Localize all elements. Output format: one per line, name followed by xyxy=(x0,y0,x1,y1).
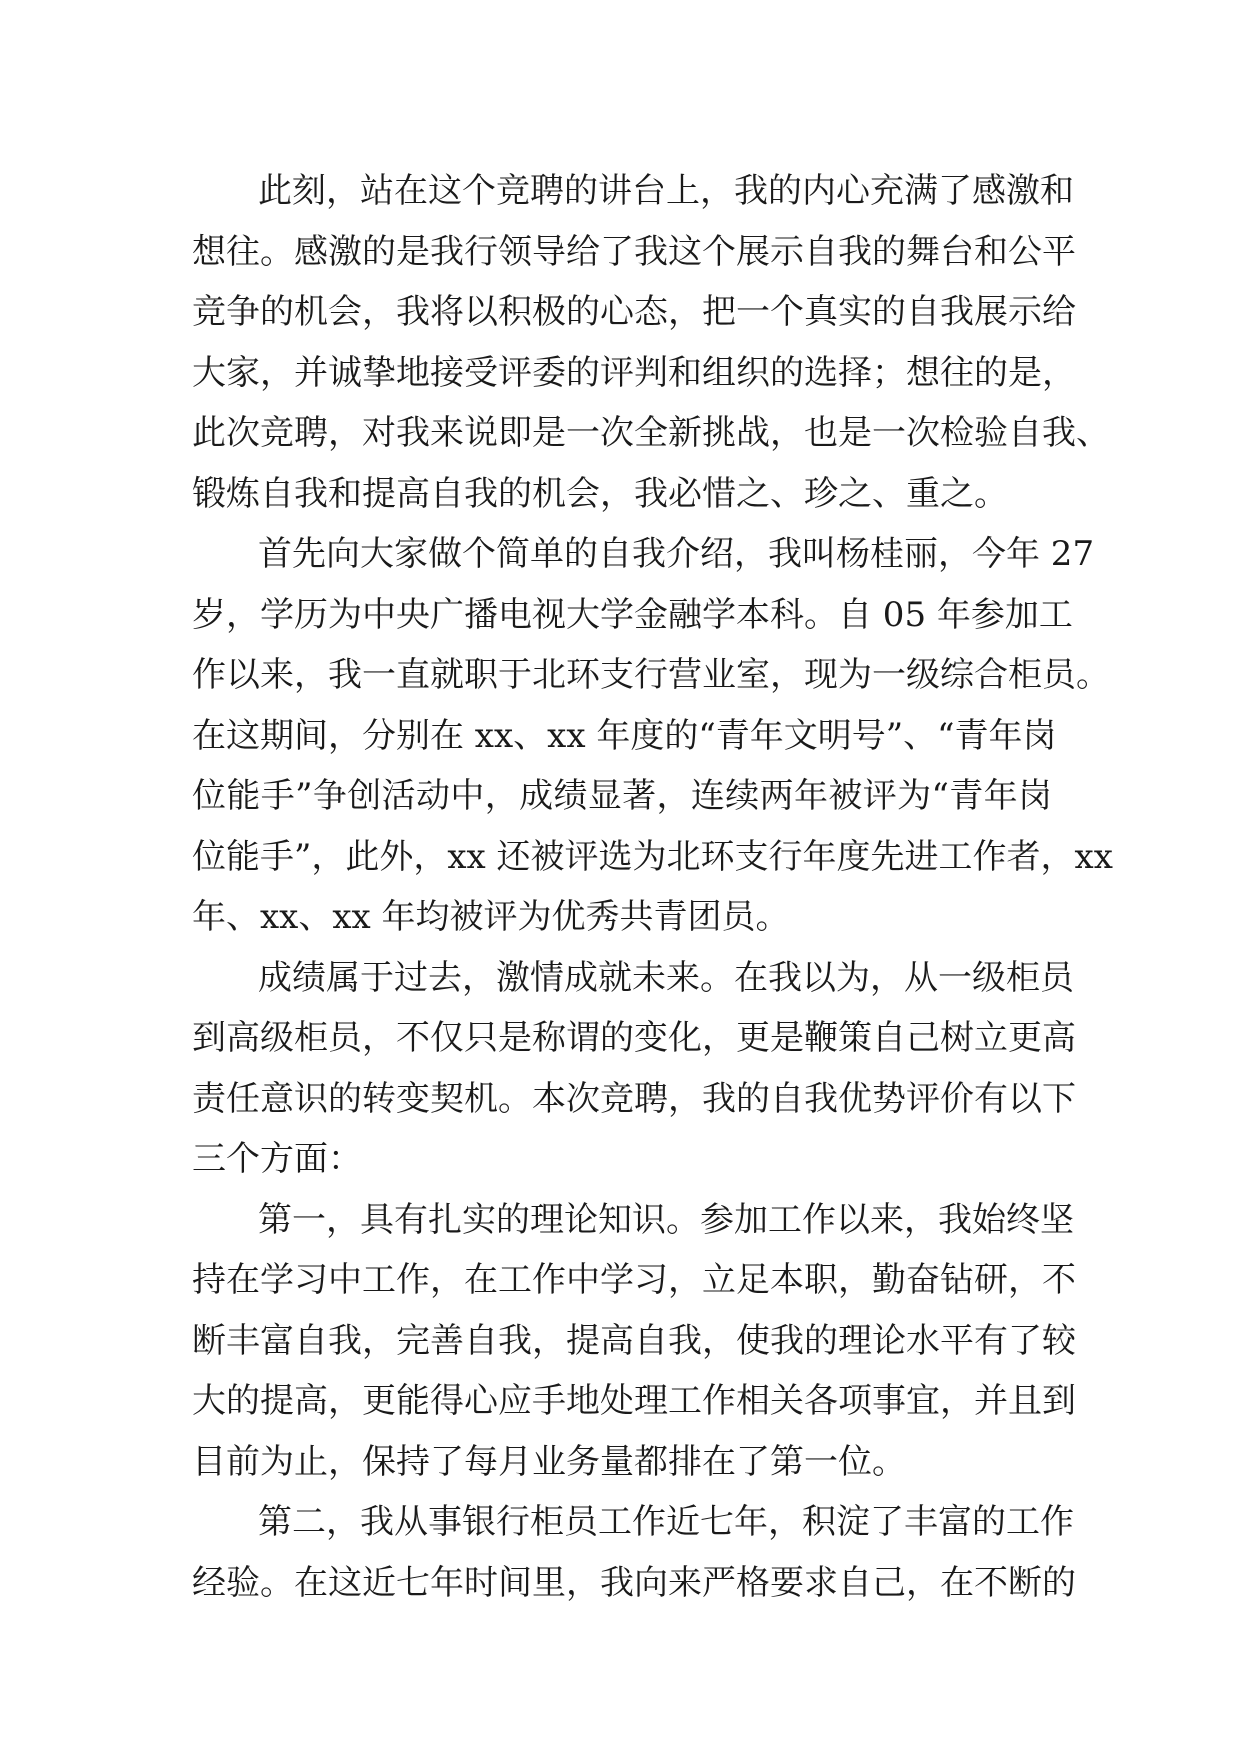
paragraph-self-introduction xyxy=(192,524,1113,948)
paragraph-intro-feelings xyxy=(192,161,1110,524)
text-line: 想往。感激的是我行领导给了我这个展示自我的舞台和公平 xyxy=(192,231,1076,272)
text-line: 到高级柜员，不仅只是称谓的变化，更是鞭策自己树立更高 xyxy=(192,1018,1076,1058)
text-line: 首先向大家做个简单的自我介绍，我叫杨桂丽，今年 27 xyxy=(258,534,1095,574)
text-line: 竞争的机会，我将以积极的心态，把一个真实的自我展示给 xyxy=(192,292,1076,332)
text-line: 大家，并诚挚地接受评委的评判和组织的选择；想往的是， xyxy=(192,352,1076,393)
paragraph-point-two xyxy=(192,1492,1076,1613)
paragraph-point-one xyxy=(192,1190,1076,1493)
text-line: 此次竞聘，对我来说即是一次全新挑战，也是一次检验自我、 xyxy=(192,413,1110,453)
text-line: 岁，学历为中央广播电视大学金融学本科。自 05 年参加工 xyxy=(192,594,1073,635)
text-line: 锻炼自我和提高自我的机会，我必惜之、珍之、重之。 xyxy=(192,473,1008,514)
text-line: 第二，我从事银行柜员工作近七年，积淀了丰富的工作 xyxy=(258,1502,1074,1542)
text-line: 成绩属于过去，激情成就未来。在我以为，从一级柜员 xyxy=(258,957,1074,998)
text-line: 年、xx、xx 年均被评为优秀共青团员。 xyxy=(192,897,790,937)
text-line: 三个方面： xyxy=(192,1139,362,1179)
document-body xyxy=(192,161,1113,1613)
text-line: 位能手”争创活动中，成绩显著，连续两年被评为“青年岗 xyxy=(192,776,1052,816)
text-line: 位能手”，此外，xx 还被评选为北环支行年度先进工作者，xx xyxy=(192,836,1113,877)
paragraph-self-evaluation xyxy=(192,948,1076,1190)
text-line: 责任意识的转变契机。本次竞聘，我的自我优势评价有以下 xyxy=(192,1078,1076,1119)
text-line: 目前为止，保持了每月业务量都排在了第一位。 xyxy=(192,1441,906,1482)
text-line: 断丰富自我，完善自我，提高自我，使我的理论水平有了较 xyxy=(192,1320,1076,1361)
text-line: 在这期间，分别在 xx、xx 年度的“青年文明号”、“青年岗 xyxy=(192,715,1057,756)
text-line: 此刻，站在这个竞聘的讲台上，我的内心充满了感激和 xyxy=(258,171,1074,211)
text-line: 持在学习中工作，在工作中学习，立足本职，勤奋钻研，不 xyxy=(192,1260,1076,1300)
text-line: 经验。在这近七年时间里，我向来严格要求自己，在不断的 xyxy=(192,1562,1076,1603)
text-line: 作以来，我一直就职于北环支行营业室，现为一级综合柜员。 xyxy=(192,655,1110,695)
text-line: 大的提高，更能得心应手地处理工作相关各项事宜，并且到 xyxy=(192,1381,1076,1421)
text-line: 第一，具有扎实的理论知识。参加工作以来，我始终坚 xyxy=(258,1199,1074,1240)
